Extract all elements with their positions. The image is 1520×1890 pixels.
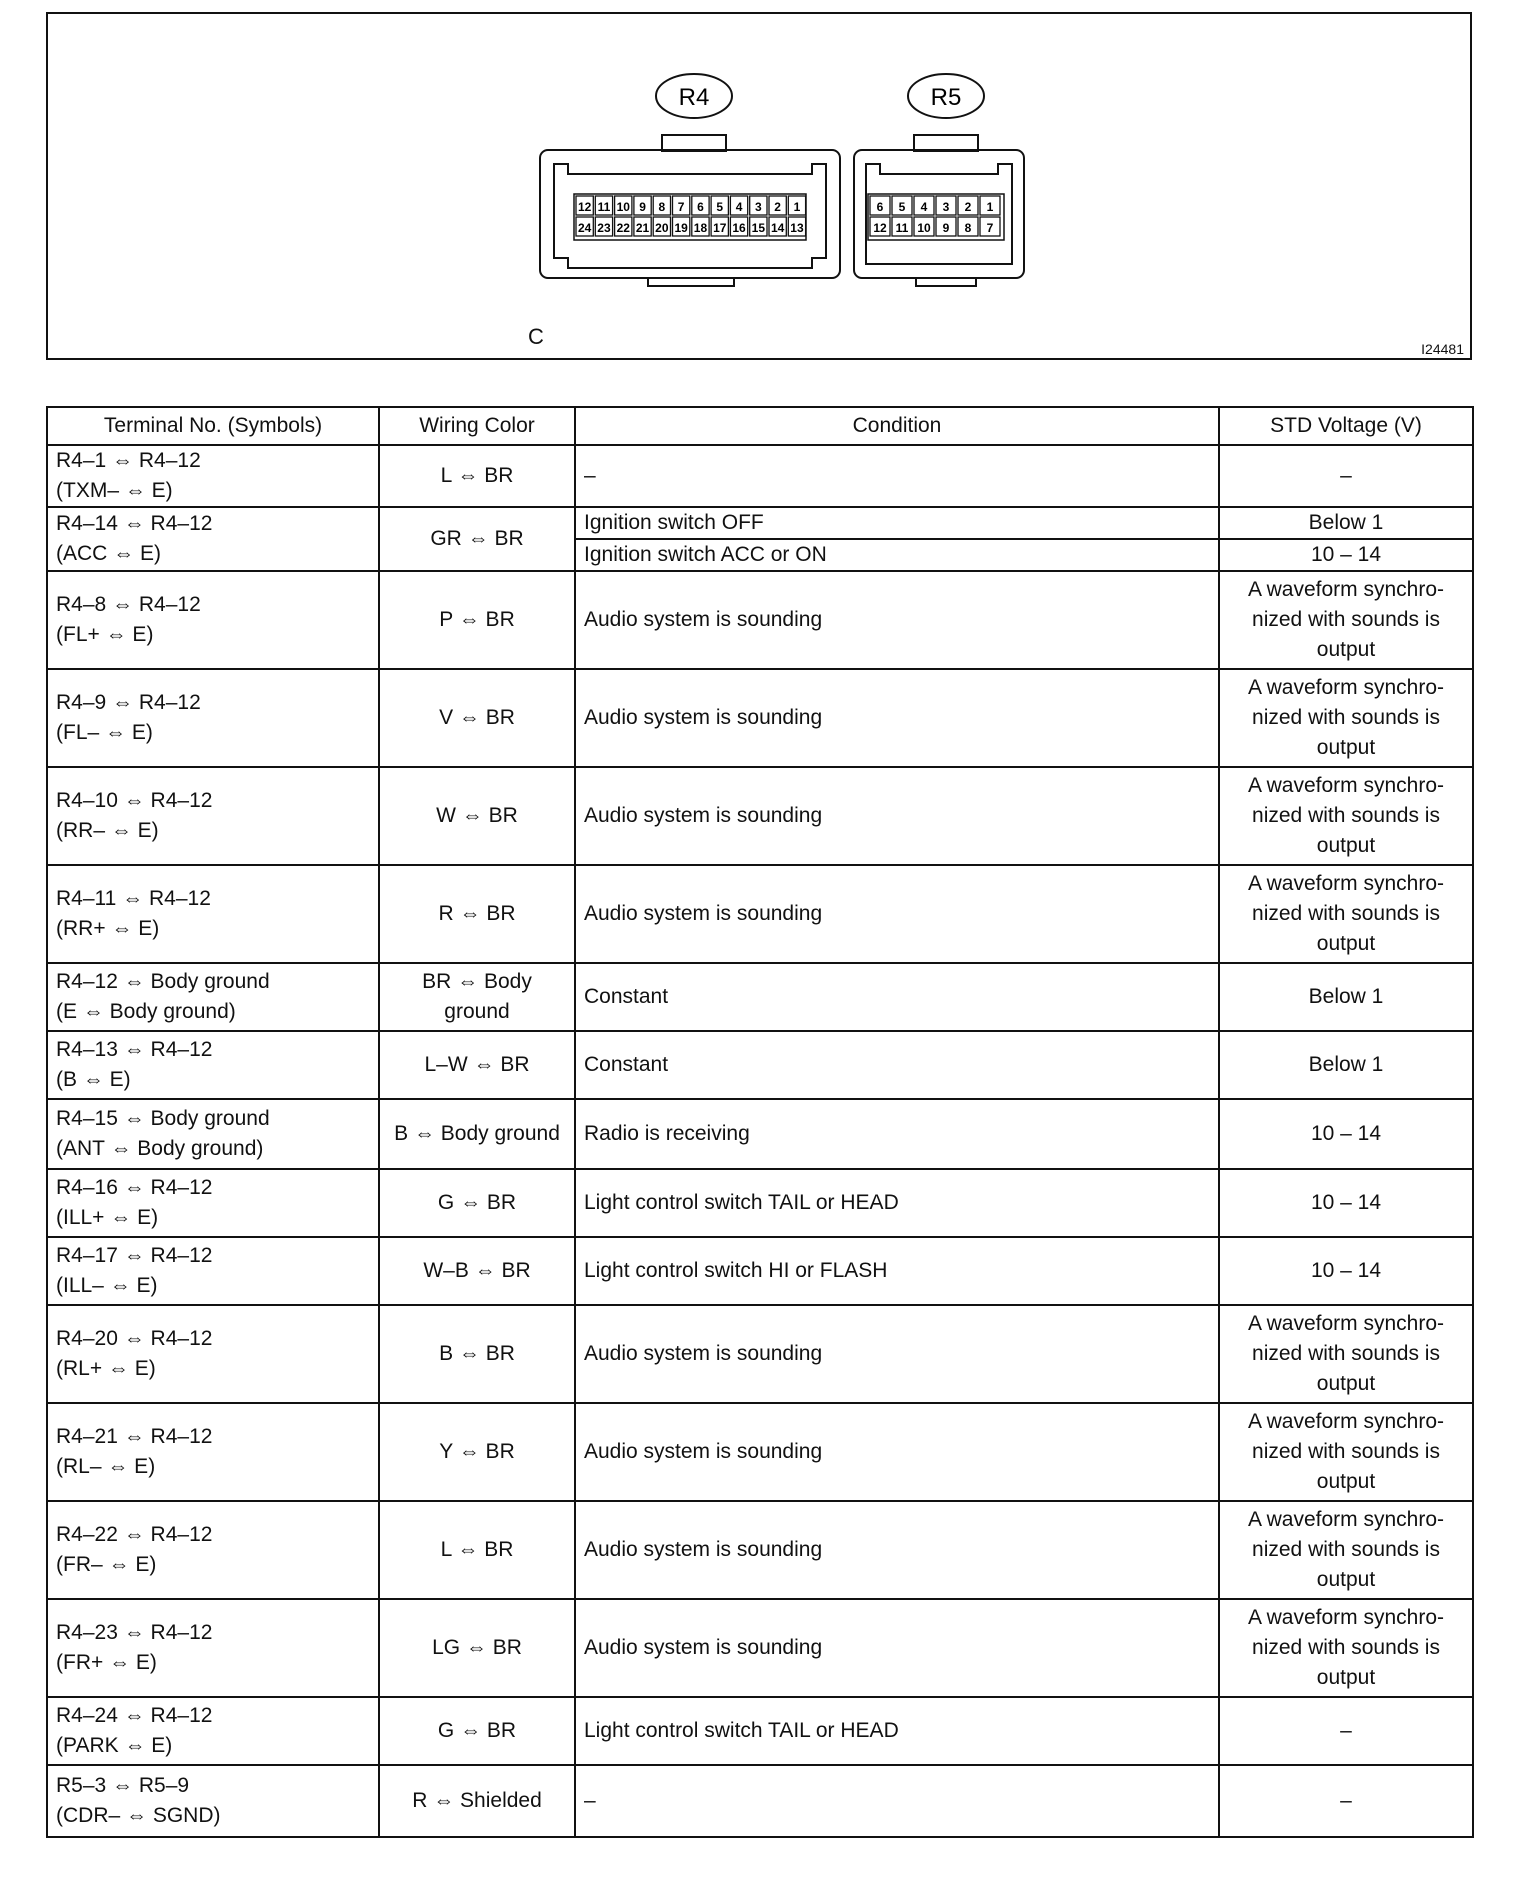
std-voltage-cell (1219, 1599, 1473, 1697)
wiring-color-text: B ⇔ Body ground (394, 1122, 560, 1145)
pin-number: 5 (716, 200, 724, 214)
wiring-color-text: R ⇔ BR (438, 902, 516, 925)
std-voltage-text: nized with sounds is (1252, 1342, 1440, 1365)
terminal-text: R4–15 ⇔ Body ground (56, 1107, 270, 1130)
std-voltage-text: nized with sounds is (1252, 1636, 1440, 1659)
std-voltage-text: A waveform synchro- (1247, 1312, 1445, 1335)
std-voltage-text: 10 – 14 (1310, 543, 1382, 566)
wiring-color-text: V ⇔ BR (439, 706, 515, 729)
pin-number: 2 (964, 200, 972, 214)
figure-letter: C (528, 324, 544, 349)
terminal-text: R4–8 ⇔ R4–12 (56, 593, 201, 616)
condition-cell: Constant (575, 1031, 1219, 1099)
std-voltage-text: output (1316, 1568, 1376, 1591)
pin-number: 24 (577, 221, 592, 235)
terminal-text: R4–14 ⇔ R4–12 (56, 512, 213, 535)
table-row (47, 1305, 1473, 1403)
std-voltage-cell (1219, 507, 1473, 539)
terminal-cell (47, 963, 379, 1031)
wiring-color-cell (379, 1099, 575, 1169)
std-voltage-text: – (1340, 464, 1352, 487)
table-row (47, 1169, 1473, 1237)
std-voltage-cell (1219, 1697, 1473, 1765)
std-voltage-text: output (1316, 1666, 1376, 1689)
pin-number: 10 (917, 221, 931, 235)
table-row (47, 1599, 1473, 1697)
pin-number: 9 (942, 221, 950, 235)
wiring-color-cell (379, 571, 575, 669)
terminal-text: (FR– ⇔ E) (56, 1553, 157, 1576)
wiring-color-cell (379, 1305, 575, 1403)
terminal-text: R5–3 ⇔ R5–9 (56, 1774, 190, 1797)
pin-number: 21 (635, 221, 650, 235)
terminal-text: (RR– ⇔ E) (56, 819, 159, 842)
wiring-color-text: Y ⇔ BR (439, 1440, 515, 1463)
wiring-color-cell (379, 445, 575, 507)
std-voltage-text: nized with sounds is (1252, 902, 1440, 925)
std-voltage-text: nized with sounds is (1252, 1538, 1440, 1561)
table-header-row (47, 407, 1473, 445)
pin-number: 8 (658, 200, 666, 214)
terminal-text: (E ⇔ Body ground) (56, 1000, 236, 1023)
condition-cell: Ignition switch ACC or ON (575, 539, 1219, 571)
std-voltage-text: output (1316, 834, 1376, 857)
wiring-color-cell (379, 1599, 575, 1697)
std-voltage-cell (1219, 669, 1473, 767)
wiring-color-cell (379, 1169, 575, 1237)
std-voltage-text: output (1316, 1470, 1376, 1493)
terminal-text: (RL– ⇔ E) (56, 1455, 156, 1478)
std-voltage-text: output (1316, 932, 1376, 955)
table-row (47, 445, 1473, 507)
r4-connector-label: R4 (678, 84, 710, 111)
table-row (47, 1099, 1473, 1169)
std-voltage-text: nized with sounds is (1252, 804, 1440, 827)
std-voltage-text: 10 – 14 (1310, 1259, 1382, 1282)
terminal-text: (TXM– ⇔ E) (56, 479, 173, 502)
table-row (47, 1501, 1473, 1599)
condition-cell: Light control switch TAIL or HEAD (575, 1169, 1219, 1237)
std-voltage-text: Below 1 (1308, 985, 1384, 1008)
terminal-text: (ANT ⇔ Body ground) (56, 1137, 264, 1160)
terminal-cell (47, 1305, 379, 1403)
r5-pin-grid (870, 196, 1000, 236)
std-voltage-text: 10 – 14 (1310, 1122, 1382, 1145)
std-voltage-text: – (1340, 1789, 1352, 1812)
terminal-text: R4–11 ⇔ R4–12 (56, 887, 211, 910)
figure-code: I24481 (1421, 341, 1464, 357)
wiring-color-cell (379, 1403, 575, 1501)
terminal-text: (ILL+ ⇔ E) (56, 1206, 159, 1229)
wiring-color-cell (379, 669, 575, 767)
r4-pin-grid (576, 196, 806, 236)
pin-number: 20 (655, 221, 669, 235)
connector-figure (46, 12, 1472, 360)
std-voltage-cell (1219, 1305, 1473, 1403)
std-voltage-text: – (1340, 1719, 1352, 1742)
std-voltage-text: output (1316, 638, 1376, 661)
condition-cell: Audio system is sounding (575, 669, 1219, 767)
condition-cell: Audio system is sounding (575, 571, 1219, 669)
condition-cell: Audio system is sounding (575, 767, 1219, 865)
pin-number: 19 (674, 221, 688, 235)
pin-number: 17 (713, 221, 727, 235)
wiring-color-text: R ⇔ Shielded (412, 1789, 542, 1812)
pin-number: 8 (964, 221, 972, 235)
wiring-color-cell (379, 1031, 575, 1099)
pin-number: 14 (770, 221, 785, 235)
std-voltage-cell (1219, 1501, 1473, 1599)
terminal-text: R4–16 ⇔ R4–12 (56, 1176, 213, 1199)
table-row (47, 767, 1473, 865)
terminal-cell (47, 1169, 379, 1237)
table-row (47, 865, 1473, 963)
pin-number: 12 (873, 221, 887, 235)
std-voltage-cell (1219, 963, 1473, 1031)
table-row (47, 571, 1473, 669)
std-voltage-cell (1219, 1031, 1473, 1099)
condition-cell: Audio system is sounding (575, 1305, 1219, 1403)
wiring-color-text: GR ⇔ BR (430, 527, 524, 550)
table-row (47, 1031, 1473, 1099)
condition-cell: Audio system is sounding (575, 1403, 1219, 1501)
terminal-text: (FR+ ⇔ E) (56, 1651, 157, 1674)
terminal-cell (47, 1031, 379, 1099)
terminal-cell (47, 1403, 379, 1501)
terminal-cell (47, 1599, 379, 1697)
wiring-color-text: W–B ⇔ BR (423, 1259, 531, 1282)
std-voltage-text: output (1316, 1372, 1376, 1395)
pin-number: 3 (755, 200, 762, 214)
terminal-text: R4–10 ⇔ R4–12 (56, 789, 213, 812)
table-row (47, 1765, 1473, 1837)
std-voltage-text: A waveform synchro- (1247, 578, 1445, 601)
table-row (47, 1697, 1473, 1765)
terminal-text: (ACC ⇔ E) (56, 542, 161, 565)
table-row (47, 507, 1473, 539)
std-voltage-text: A waveform synchro- (1247, 1410, 1445, 1433)
std-voltage-cell (1219, 767, 1473, 865)
condition-cell: Ignition switch OFF (575, 507, 1219, 539)
std-voltage-cell (1219, 1765, 1473, 1837)
wiring-color-cell (379, 865, 575, 963)
std-voltage-cell (1219, 1403, 1473, 1501)
header-std-voltage: STD Voltage (V) (1219, 407, 1473, 445)
std-voltage-text: A waveform synchro- (1247, 1508, 1445, 1531)
table-row (47, 1403, 1473, 1501)
wiring-color-text: ground (444, 1000, 510, 1023)
header-terminal: Terminal No. (Symbols) (47, 407, 379, 445)
terminal-cell (47, 571, 379, 669)
std-voltage-text: A waveform synchro- (1247, 1606, 1445, 1629)
pin-number: 7 (677, 200, 685, 214)
wiring-color-text: P ⇔ BR (439, 608, 515, 631)
wiring-color-text: G ⇔ BR (437, 1191, 517, 1214)
r5-connector-label: R5 (930, 84, 962, 111)
wiring-color-cell (379, 963, 575, 1031)
pin-number: 22 (616, 221, 630, 235)
wiring-color-cell (379, 1697, 575, 1765)
pin-number: 13 (790, 221, 804, 235)
pin-number: 4 (920, 200, 928, 214)
std-voltage-cell (1219, 1169, 1473, 1237)
std-voltage-cell (1219, 539, 1473, 571)
pin-number: 23 (597, 221, 611, 235)
pin-number: 10 (616, 200, 630, 214)
std-voltage-text: A waveform synchro- (1247, 774, 1445, 797)
condition-cell: – (575, 445, 1219, 507)
terminal-text: R4–17 ⇔ R4–12 (56, 1244, 213, 1267)
table-body (47, 445, 1473, 1837)
terminal-cell (47, 1099, 379, 1169)
terminal-cell (47, 1237, 379, 1305)
std-voltage-cell (1219, 571, 1473, 669)
std-voltage-text: output (1316, 736, 1376, 759)
wiring-color-text: BR ⇔ Body (422, 970, 532, 993)
wiring-color-text: L–W ⇔ BR (424, 1053, 530, 1076)
condition-cell: Light control switch TAIL or HEAD (575, 1697, 1219, 1765)
connector-diagram (48, 14, 1470, 358)
terminal-text: R4–12 ⇔ Body ground (56, 970, 270, 993)
wiring-color-text: L ⇔ BR (440, 464, 514, 487)
terminal-cell (47, 669, 379, 767)
terminal-text: (ILL– ⇔ E) (56, 1274, 158, 1297)
pin-number: 18 (693, 221, 708, 235)
terminal-text: (FL+ ⇔ E) (56, 623, 154, 646)
wiring-color-cell (379, 1237, 575, 1305)
std-voltage-text: nized with sounds is (1252, 608, 1440, 631)
terminal-text: (FL– ⇔ E) (56, 721, 153, 744)
std-voltage-text: nized with sounds is (1252, 706, 1440, 729)
terminal-text: R4–22 ⇔ R4–12 (56, 1523, 213, 1546)
wiring-color-cell (379, 767, 575, 865)
terminal-text: (CDR– ⇔ SGND) (56, 1804, 221, 1827)
wiring-color-text: L ⇔ BR (440, 1538, 514, 1561)
terminal-cell (47, 865, 379, 963)
wiring-color-text: LG ⇔ BR (432, 1636, 522, 1659)
std-voltage-text: 10 – 14 (1310, 1191, 1382, 1214)
wiring-color-cell (379, 1501, 575, 1599)
condition-cell: Constant (575, 963, 1219, 1031)
pin-number: 15 (751, 221, 766, 235)
terminal-text: R4–24 ⇔ R4–12 (56, 1704, 213, 1727)
terminal-text: R4–23 ⇔ R4–12 (56, 1621, 213, 1644)
std-voltage-cell (1219, 1099, 1473, 1169)
pin-number: 7 (986, 221, 994, 235)
terminal-text: R4–21 ⇔ R4–12 (56, 1425, 213, 1448)
pin-number: 1 (793, 200, 801, 214)
std-voltage-cell (1219, 445, 1473, 507)
terminal-spec-table (46, 406, 1474, 1838)
std-voltage-cell (1219, 1237, 1473, 1305)
pin-number: 4 (735, 200, 743, 214)
std-voltage-text: Below 1 (1308, 1053, 1384, 1076)
terminal-text: (RR+ ⇔ E) (56, 917, 160, 940)
std-voltage-cell (1219, 865, 1473, 963)
wiring-color-text: G ⇔ BR (437, 1719, 517, 1742)
pin-number: 11 (895, 221, 909, 235)
std-voltage-text: A waveform synchro- (1247, 676, 1445, 699)
condition-cell: Audio system is sounding (575, 1501, 1219, 1599)
header-wiring-color: Wiring Color (379, 407, 575, 445)
condition-cell: Light control switch HI or FLASH (575, 1237, 1219, 1305)
terminal-text: R4–13 ⇔ R4–12 (56, 1038, 213, 1061)
table-row (47, 963, 1473, 1031)
pin-number: 9 (639, 200, 646, 214)
pin-number: 1 (986, 200, 994, 214)
std-voltage-text: nized with sounds is (1252, 1440, 1440, 1463)
condition-cell: Audio system is sounding (575, 865, 1219, 963)
std-voltage-text: A waveform synchro- (1247, 872, 1445, 895)
terminal-text: R4–9 ⇔ R4–12 (56, 691, 201, 714)
wiring-color-text: W ⇔ BR (436, 804, 518, 827)
condition-cell: Audio system is sounding (575, 1599, 1219, 1697)
terminal-text: R4–20 ⇔ R4–12 (56, 1327, 213, 1350)
pin-number: 11 (597, 200, 611, 214)
terminal-text: (PARK ⇔ E) (56, 1734, 173, 1757)
table-row (47, 1237, 1473, 1305)
terminal-cell (47, 445, 379, 507)
pin-number: 6 (697, 200, 704, 214)
header-condition: Condition (575, 407, 1219, 445)
terminal-text: (B ⇔ E) (56, 1068, 131, 1091)
terminal-cell (47, 1501, 379, 1599)
terminal-cell (47, 1765, 379, 1837)
terminal-cell (47, 507, 379, 571)
pin-number: 16 (732, 221, 746, 235)
terminal-text: (RL+ ⇔ E) (56, 1357, 156, 1380)
pin-number: 12 (577, 200, 592, 214)
terminal-cell (47, 767, 379, 865)
wiring-color-cell (379, 1765, 575, 1837)
condition-cell: – (575, 1765, 1219, 1837)
std-voltage-text: Below 1 (1308, 511, 1384, 534)
table-row (47, 669, 1473, 767)
wiring-color-text: B ⇔ BR (439, 1342, 515, 1365)
terminal-cell (47, 1697, 379, 1765)
wiring-color-cell (379, 507, 575, 571)
pin-number: 3 (942, 200, 950, 214)
pin-number: 6 (876, 200, 884, 214)
condition-cell: Radio is receiving (575, 1099, 1219, 1169)
terminal-text: R4–1 ⇔ R4–12 (56, 449, 201, 472)
pin-number: 5 (898, 200, 906, 214)
pin-number: 2 (774, 200, 781, 214)
